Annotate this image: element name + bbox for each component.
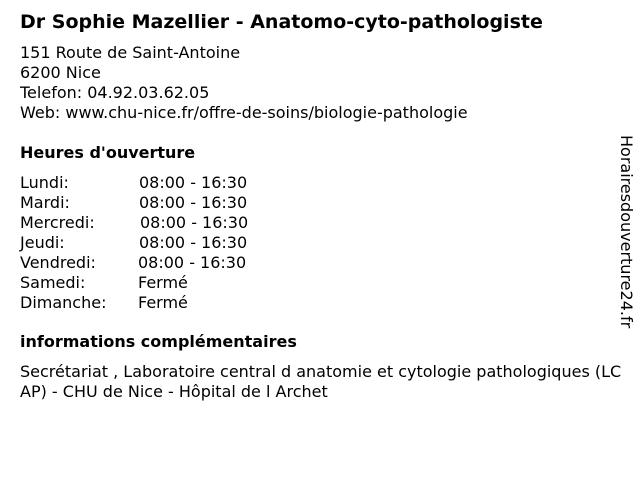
hours-table: [20, 173, 632, 313]
address-city: 6200 Nice: [20, 63, 101, 82]
hours-row-saturday: [20, 273, 632, 293]
info-description: Secrétariat , Laboratoire central d anatomie et cytologie pathologiques (LCAP) - CHU de Nice - Hôpital de l Archet: [20, 362, 622, 401]
time-value: 08:00 - 16:30: [139, 233, 248, 252]
page-title: Dr Sophie Mazellier - Anatomo-cyto-pathologiste: [20, 11, 543, 33]
day-label: Vendredi:: [20, 253, 96, 272]
day-label: Samedi:: [20, 273, 86, 292]
listing-card: [20, 10, 632, 402]
time-value: 08:00 - 16:30: [139, 193, 248, 212]
hours-row-sunday: [20, 293, 632, 313]
hours-row-monday: [20, 173, 632, 193]
day-label: Lundi:: [20, 173, 69, 192]
contact-block: [20, 43, 632, 123]
hours-heading: Heures d'ouverture: [20, 143, 196, 162]
hours-row-wednesday: [20, 213, 632, 233]
time-value: Fermé: [138, 293, 188, 312]
hours-row-tuesday: [20, 193, 632, 213]
site-watermark: Horairesdouverture24.fr: [617, 135, 636, 329]
day-label: Mercredi:: [20, 213, 95, 232]
time-value: 08:00 - 16:30: [140, 213, 249, 232]
hours-row-friday: [20, 253, 632, 273]
website-link[interactable]: Web: www.chu-nice.fr/offre-de-soins/biologie-pathologie: [20, 103, 468, 122]
info-heading: informations complémentaires: [20, 332, 297, 351]
phone-number[interactable]: Telefon: 04.92.03.62.05: [20, 83, 210, 102]
day-label: Dimanche:: [20, 293, 107, 312]
day-label: Mardi:: [20, 193, 70, 212]
hours-row-thursday: [20, 233, 632, 253]
day-label: Jeudi:: [20, 233, 65, 252]
time-value: 08:00 - 16:30: [139, 173, 248, 192]
time-value: 08:00 - 16:30: [138, 253, 247, 272]
time-value: Fermé: [138, 273, 188, 292]
address-street: 151 Route de Saint-Antoine: [20, 43, 241, 62]
